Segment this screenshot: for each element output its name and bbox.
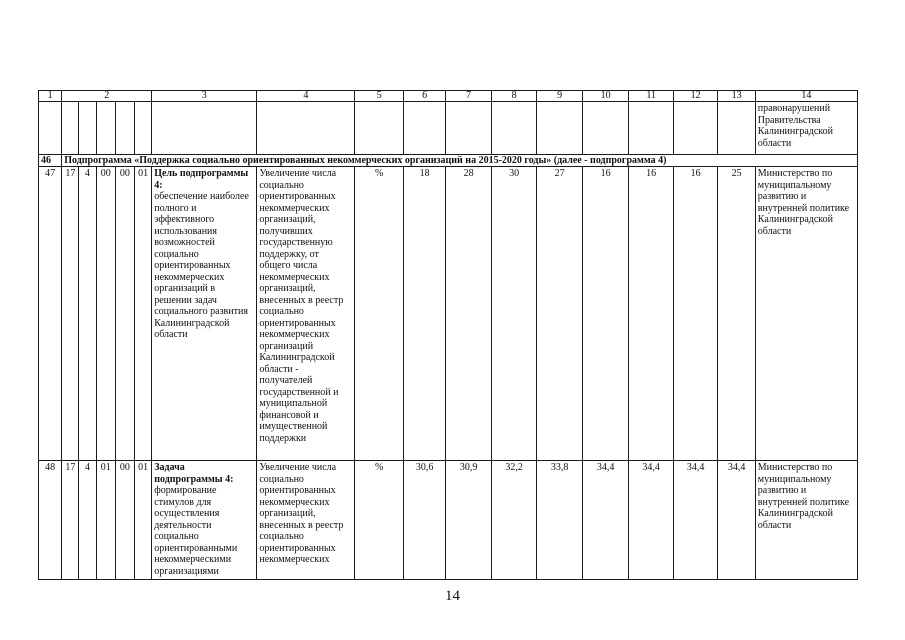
value-cell: 34,4 (582, 461, 629, 580)
code-cell: 17 (62, 461, 79, 580)
header-cell: 5 (355, 91, 404, 102)
value-cell: 34,4 (718, 461, 755, 580)
header-cell: 4 (257, 91, 355, 102)
header-cell: 11 (629, 91, 673, 102)
subprogram-title: Подпрограмма «Поддержка социально ориентированных некоммерческих организаций на 2015-2020 годы» (далее - подпрограмма 4) (62, 155, 858, 167)
responsible-cell: Министерство по муниципальному развитию и внутренней политике Калининградской области (755, 461, 857, 580)
code-cell: 01 (135, 167, 152, 461)
code-cell: 01 (96, 461, 115, 580)
value-cell: 30,9 (446, 461, 492, 580)
header-cell: 8 (491, 91, 537, 102)
subprogram-number: 46 (39, 155, 62, 167)
row-number: 48 (39, 461, 62, 580)
code-cell: 00 (96, 167, 115, 461)
indicators-table (38, 90, 858, 580)
value-cell: 16 (582, 167, 629, 461)
name-cell (152, 167, 257, 461)
name-text: обеспечение наиболее полного и эффективного использования возможностей социально ориентированных некоммерческих организаций в решении задач социального развития Калининградской области (154, 191, 249, 340)
indicator-cell: Увеличение числа социально ориентированных некоммерческих организаций, внесенных в реестр социально ориентированных некоммерческих (257, 461, 355, 580)
code-cell: 4 (79, 167, 96, 461)
value-cell: 32,2 (491, 461, 537, 580)
header-cell: 3 (152, 91, 257, 102)
value-cell: 16 (673, 167, 717, 461)
responsible-cell: правонарушений Правительства Калининградской области (755, 102, 857, 155)
header-cell: 1 (39, 91, 62, 102)
code-cell: 00 (115, 167, 134, 461)
unit-cell: % (355, 461, 404, 580)
header-row (39, 91, 858, 102)
code-cell: 17 (62, 167, 79, 461)
name-heading: Цель подпрограммы 4: (154, 168, 249, 191)
value-cell: 30,6 (403, 461, 445, 580)
code-cell: 4 (79, 461, 96, 580)
indicator-cell: Увеличение числа социально ориентированных некоммерческих организаций, получивших государственную поддержку, от общего числа некоммерческих организаций, внесенных в реестр социально ориентированных некоммерческих организаций Калининградской области - получателей государственной и муниципальной финансовой и имущественной поддержки (257, 167, 355, 461)
responsible-cell: Министерство по муниципальному развитию и внутренней политике Калининградской области (755, 167, 857, 461)
value-cell: 34,4 (629, 461, 673, 580)
subprogram-row (39, 155, 858, 167)
row-number: 47 (39, 167, 62, 461)
value-cell: 30 (491, 167, 537, 461)
unit-cell: % (355, 167, 404, 461)
code-cell: 01 (135, 461, 152, 580)
header-cell: 14 (755, 91, 857, 102)
header-cell: 9 (537, 91, 583, 102)
header-cell: 10 (582, 91, 629, 102)
name-text: формирование стимулов для осуществления деятельности социально ориентированными некоммерческими организациями (154, 485, 238, 577)
name-cell (152, 461, 257, 580)
name-heading: Задача подпрограммы 4: (154, 462, 234, 485)
header-cell: 2 (62, 91, 152, 102)
value-cell: 25 (718, 167, 755, 461)
continuation-row (39, 102, 858, 155)
value-cell: 28 (446, 167, 492, 461)
table-row (39, 167, 858, 461)
header-cell: 13 (718, 91, 755, 102)
value-cell: 34,4 (673, 461, 717, 580)
header-cell: 6 (403, 91, 445, 102)
code-cell: 00 (115, 461, 134, 580)
value-cell: 33,8 (537, 461, 583, 580)
table-row (39, 461, 858, 580)
value-cell: 16 (629, 167, 673, 461)
header-cell: 12 (673, 91, 717, 102)
value-cell: 27 (537, 167, 583, 461)
page-number: 14 (445, 588, 460, 604)
header-cell: 7 (446, 91, 492, 102)
value-cell: 18 (403, 167, 445, 461)
